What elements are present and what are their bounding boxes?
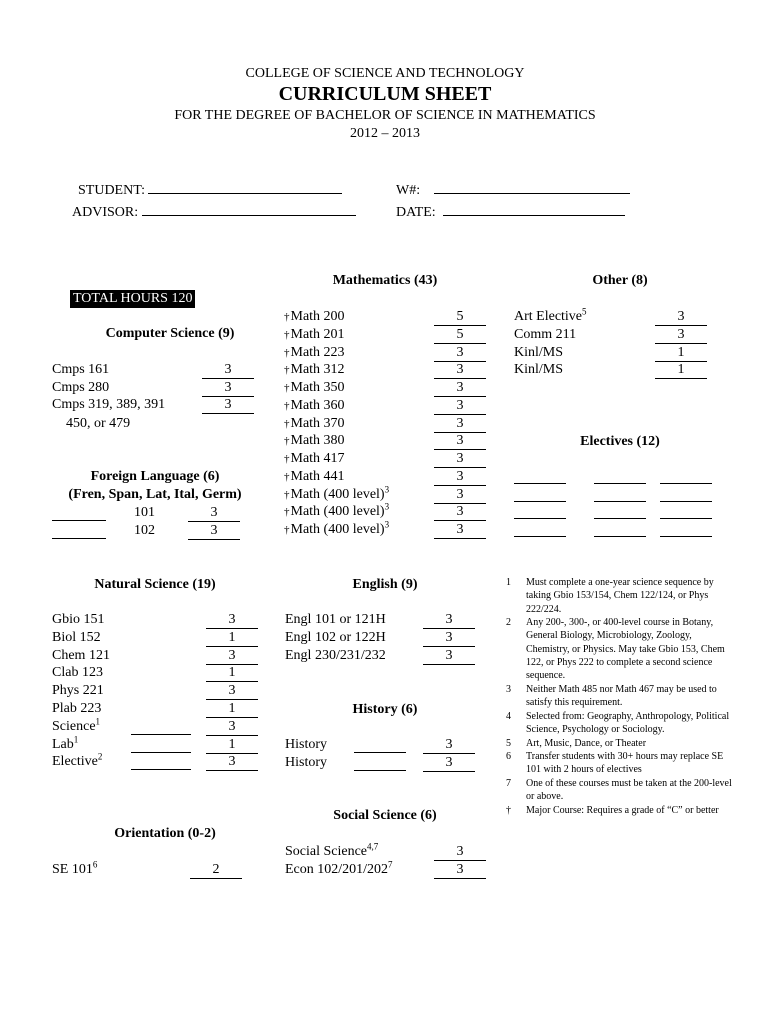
math-course-footnote-ref: 3 [384,483,390,494]
math-course [284,519,390,538]
other-course-label: Comm 211 [514,326,577,342]
ns-course [52,612,105,628]
social-science-hours[interactable]: 3 [434,862,486,879]
cs-course [52,380,109,396]
date-label: DATE: [396,205,436,220]
english-course-label: Engl 102 or 122H [285,629,386,645]
cs-hours[interactable]: 3 [202,397,254,414]
english-hours[interactable]: 3 [423,612,475,629]
elective-course-blank[interactable] [514,536,566,537]
math-course [284,451,345,467]
other-course [514,327,576,343]
elective-course-blank[interactable] [514,518,566,519]
ns-course-label: Gbio 151 [52,612,105,627]
major-course-dagger: † [284,470,290,483]
math-course-label: Math (400 level) [290,486,385,502]
math-course-label: Math 223 [290,344,345,360]
ns-course-label: Phys 221 [52,683,104,699]
social-science-hours[interactable]: 3 [434,844,486,861]
cs-course [52,362,109,378]
english-course-label: Engl 101 or 121H [285,612,386,627]
other-hours[interactable]: 3 [655,327,707,344]
ns-hours[interactable]: 1 [206,701,258,718]
fl-language-blank[interactable] [52,520,106,521]
footnote-mark: 4 [506,711,511,722]
math-hours[interactable]: 3 [434,380,486,397]
foreign-language-subheading: (Fren, Span, Lat, Ital, Germ) [68,487,242,502]
ns-course-label: Science [52,718,96,734]
ns-course [52,751,103,770]
cs-course [52,397,165,413]
history-course [285,737,327,753]
social-science-course-footnote-ref: 7 [388,859,393,870]
degree-line: FOR THE DEGREE OF BACHELOR OF SCIENCE IN MATHEMATICS [174,108,596,123]
student-field[interactable] [78,179,342,199]
history-course-blank[interactable] [354,770,406,771]
elective-hours-blank[interactable] [660,501,712,502]
cs-course-label: Cmps 161 [52,362,110,377]
advisor-field[interactable] [72,201,356,221]
math-course-label: Math (400 level) [290,504,385,520]
math-hours[interactable]: 3 [434,416,486,433]
footnote-text: Major Course: Requires a grade of “C” or better [526,805,719,816]
social-science-course [285,859,393,878]
advisor-input-line[interactable] [142,201,356,216]
natural-science-heading: Natural Science (19) [94,577,216,592]
ns-course [52,733,79,753]
footnote-text: Transfer students with 30+ hours may replace SE 101 with 2 hours of electives [526,751,724,776]
elective-hours-blank[interactable] [660,536,712,537]
computer-science-extra: 450, or 479 [66,416,131,431]
wnum-label: W#: [396,183,421,198]
ns-course [52,630,101,646]
history-course-label: History [285,754,327,770]
foreign-language-heading: Foreign Language (6) [90,469,220,484]
math-course [284,433,345,449]
math-course-label: Math (400 level) [290,522,385,537]
english-course [285,648,386,664]
ns-course-label: Elective [52,754,98,770]
ns-course-label: Plab 223 [52,701,102,716]
footnote-mark: 1 [506,577,511,588]
footnote-mark: 3 [506,684,511,695]
fl-course: 101 [134,505,155,520]
major-course-dagger: † [284,435,290,448]
wnum-input-line[interactable] [434,179,630,194]
major-course-dagger: † [284,506,290,519]
math-course-label: Math 380 [290,433,345,449]
other-course-label: Art Elective [514,309,583,324]
math-course-footnote-ref: 3 [384,519,390,530]
math-hours[interactable]: 3 [434,504,486,521]
orientation-course: SE $101^6$ [52,859,98,877]
major-course-dagger: † [284,328,290,341]
footnote-text: Any 200-, 300-, or 400-level course in Botany, General Biology, Microbiology, Zoology, Chemistry, or Physics. May take Gbio 153, Chem 122, or Phys 222 to complete a second science sequence. [526,617,725,682]
student-input-line[interactable] [148,179,342,194]
math-hours[interactable]: 3 [434,487,486,504]
math-course [284,380,345,396]
elective-course-blank[interactable] [594,483,646,484]
elective-course-blank[interactable] [594,518,646,519]
cs-hours[interactable]: 3 [202,362,254,379]
major-course-dagger: † [284,311,290,323]
elective-hours-blank[interactable] [660,483,712,484]
ns-course [52,648,110,664]
footnote-mark: 7 [506,778,511,789]
orientation-hours[interactable]: 2 [190,862,242,879]
math-course [284,309,345,325]
ns-hours[interactable]: 3 [206,719,258,736]
elective-hours-blank[interactable] [660,518,712,519]
history-course [285,755,327,771]
math-hours[interactable]: 3 [434,451,486,468]
math-course [284,398,345,414]
footnote-text: Art, Music, Dance, or Theater [526,738,647,749]
history-hours[interactable]: 3 [423,755,475,772]
wnum-field[interactable] [396,179,630,199]
other-course-label: Kinl/MS [514,362,564,378]
ns-course-blank[interactable] [131,734,191,735]
math-hours[interactable]: 5 [434,327,486,344]
math-hours[interactable]: 3 [434,433,486,450]
elective-course-blank[interactable] [594,501,646,502]
other-hours[interactable]: 1 [655,345,707,362]
other-course-label: Kinl/MS [514,344,564,360]
fl-language-blank[interactable] [52,538,106,539]
history-course-label: History [285,737,327,752]
electives-heading: Electives (12) [580,434,660,449]
math-hours[interactable]: 3 [434,398,486,415]
major-course-dagger: † [284,382,290,394]
math-hours[interactable]: 3 [434,345,486,362]
major-course-dagger: † [284,399,290,412]
student-label: STUDENT: [78,183,145,198]
math-course-label: Math 370 [290,415,345,431]
history-course-blank[interactable] [354,752,406,753]
footnote-text: Must complete a one-year science sequence by taking Gbio 153/154, Chem 122/124, or Phys 222/224. [526,577,714,615]
cs-course-label: Cmps 280 [52,379,110,395]
ns-hours[interactable]: 1 [206,737,258,754]
major-course-dagger: † [284,524,290,536]
college-name: COLLEGE OF SCIENCE AND TECHNOLOGY [245,66,525,81]
ns-hours[interactable]: 3 [206,754,258,771]
major-course-dagger: † [284,417,290,430]
english-course [285,630,386,646]
english-hours[interactable]: 3 [423,630,475,647]
english-course-label: Engl 230/231/232 [285,647,386,663]
orientation-heading: Orientation (0-2) [114,826,216,841]
academic-year: 2012 – 2013 [350,126,420,141]
ns-hours[interactable]: 1 [206,630,258,647]
fl-hours[interactable]: 3 [188,523,240,540]
ns-hours[interactable]: 3 [206,683,258,700]
mathematics-heading: Mathematics (43) [332,273,438,288]
other-course [514,345,563,361]
math-hours[interactable]: 5 [434,309,486,326]
other-course-footnote-ref: 5 [582,306,587,317]
ns-course-blank[interactable] [131,752,191,753]
history-hours[interactable]: 3 [423,737,475,754]
ns-hours[interactable]: 3 [206,612,258,629]
elective-course-blank[interactable] [594,536,646,537]
math-course-label: Math 200 [290,309,345,324]
math-course [284,362,345,378]
cs-hours[interactable]: 3 [202,380,254,397]
math-course [284,416,345,432]
footnote-mark: 2 [506,617,511,628]
ns-hours[interactable]: 3 [206,648,258,665]
math-course [284,345,345,361]
math-course-label: Math 201 [290,326,345,342]
other-course [514,362,563,378]
date-field[interactable] [396,201,625,221]
social-science-heading: Social Science (6) [333,808,437,823]
elective-course-blank[interactable] [514,483,566,484]
math-course-label: Math 441 [290,468,345,484]
total-hours-badge: TOTAL HOURS 120 [70,290,195,308]
ns-course-footnote-ref: 2 [97,751,103,762]
math-hours[interactable]: 3 [434,522,486,539]
ns-course [52,683,104,699]
ns-course-label: Chem 121 [52,647,110,663]
major-course-dagger: † [284,364,290,377]
ns-course-blank[interactable] [131,769,191,770]
ns-course-footnote-ref: 1 [73,733,79,744]
social-science-course-label: Econ 102/201/202 [285,861,389,877]
footnote-text: Neither Math 485 nor Math 467 may be used to satisfy this requirement. [526,684,717,709]
major-course-dagger: † [284,488,290,501]
major-course-dagger: † [284,346,290,359]
social-science-course-label: Social Science [285,844,368,859]
date-input-line[interactable] [443,201,625,216]
major-course-dagger: † [284,453,290,465]
cs-course-label: Cmps 319, 389, 391 [52,397,166,413]
ns-course-footnote-ref: 1 [95,716,101,727]
footnote-mark: 6 [506,751,511,762]
math-course-label: Math 350 [290,380,345,395]
elective-course-blank[interactable] [514,501,566,502]
math-course [284,469,345,485]
ns-course-label: Biol 152 [52,629,101,645]
math-course [284,483,390,503]
footnote-mark: † [506,805,511,816]
social-science-course [285,841,379,860]
math-course-label: Math 360 [290,397,345,413]
ns-course-label: Lab [52,736,74,752]
page-title: CURRICULUM SHEET [278,83,492,105]
footnotes [506,576,746,846]
social-science-course-footnote-ref: 4,7 [367,841,379,852]
math-hours[interactable]: 3 [434,469,486,486]
ns-course-label: Clab 123 [52,665,103,681]
footnote-text: Selected from: Geography, Anthropology, Political Science, Psychology or Sociology. [526,711,730,736]
ns-course [52,665,103,681]
footnote-text: One of these courses must be taken at the 200-level or above. [526,778,732,803]
other-hours[interactable]: 3 [655,309,707,326]
math-course [284,327,345,343]
fl-course: 102 [134,522,155,538]
other-course [514,306,587,325]
computer-science-heading: Computer Science (9) [105,326,235,341]
other-heading: Other (8) [592,273,648,288]
english-heading: English (9) [352,577,418,592]
math-course-label: Math 417 [290,451,345,466]
math-hours[interactable]: 3 [434,362,486,379]
other-hours[interactable]: 1 [655,362,707,379]
advisor-label: ADVISOR: [72,205,139,220]
math-course-footnote-ref: 3 [384,501,390,512]
ns-hours[interactable]: 1 [206,665,258,682]
english-course [285,612,386,628]
ns-course [52,716,101,735]
history-heading: History (6) [352,702,418,717]
math-course [284,501,390,520]
math-course-label: Math 312 [290,362,345,378]
ns-course [52,701,101,717]
fl-hours[interactable]: 3 [188,505,240,522]
footnote-mark: 5 [506,738,511,749]
english-hours[interactable]: 3 [423,648,475,665]
